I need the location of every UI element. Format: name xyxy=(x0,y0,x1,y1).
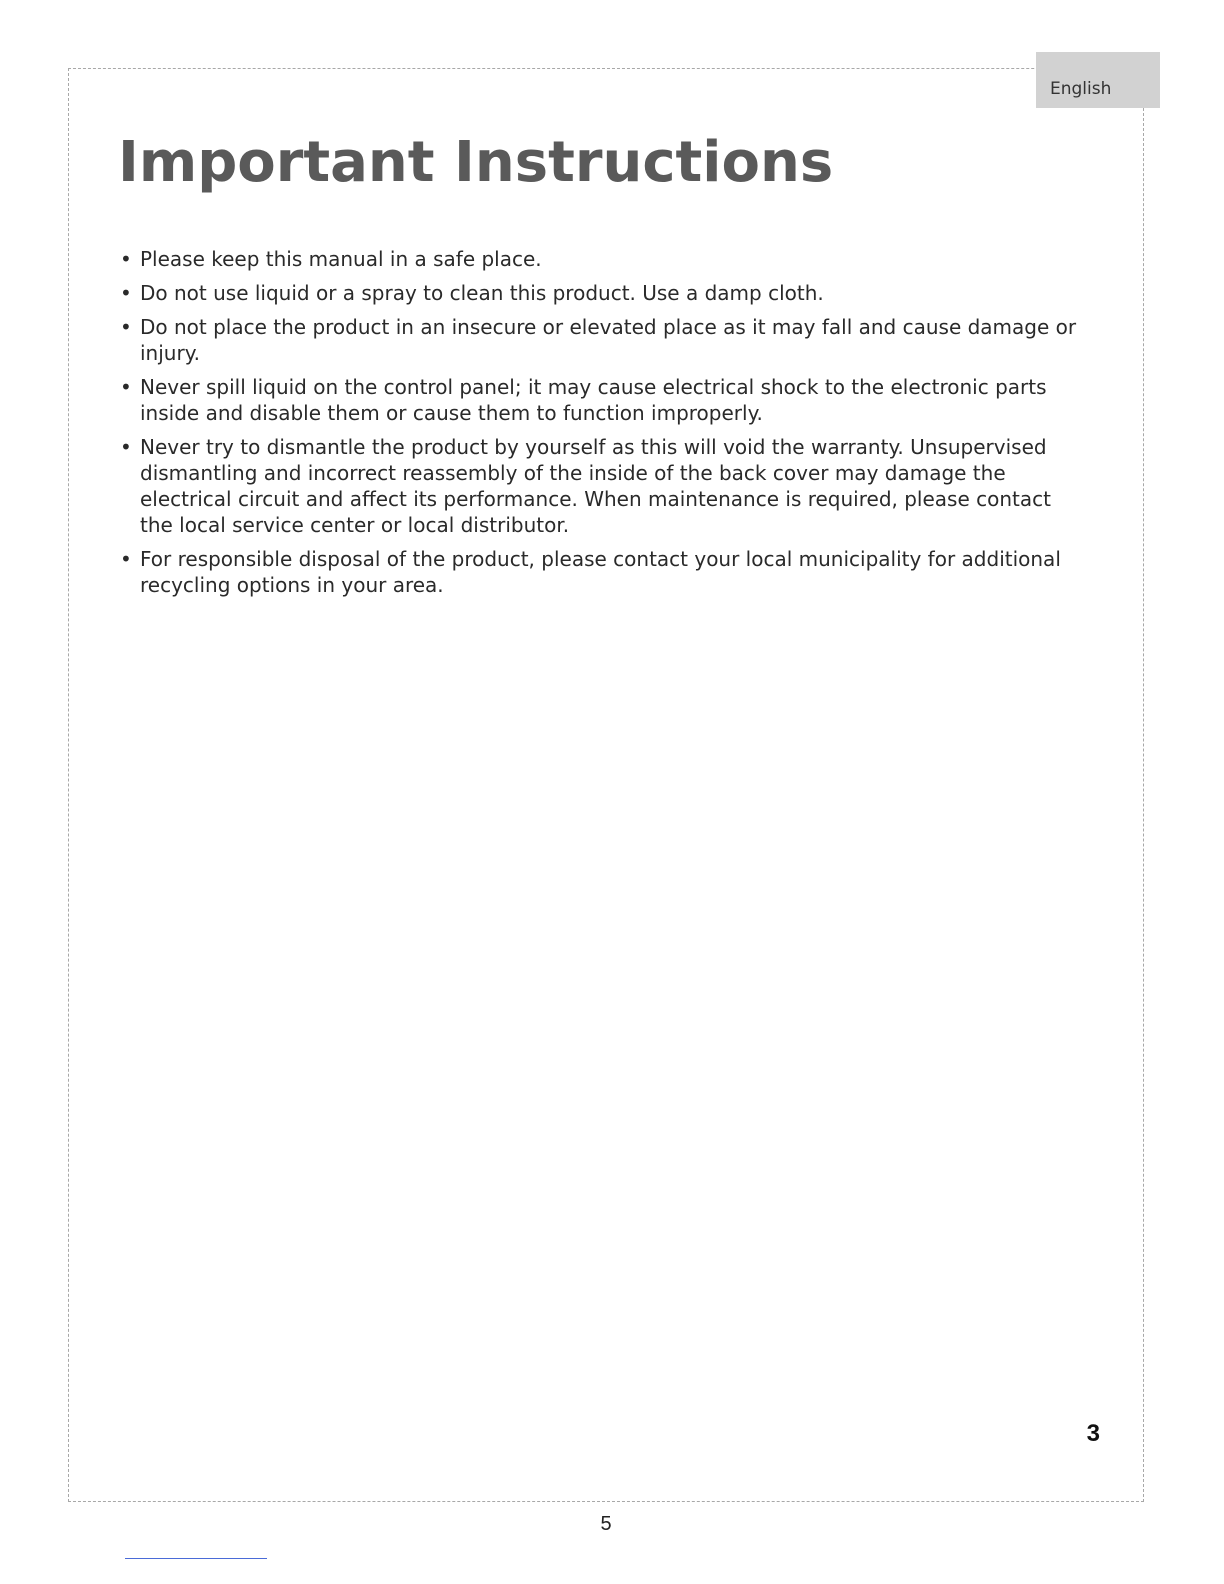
bullet-icon: • xyxy=(120,247,132,271)
bullet-icon: • xyxy=(120,547,132,571)
footer-link-underline xyxy=(125,1558,267,1559)
language-tab xyxy=(1036,52,1160,108)
instruction-text: Never spill liquid on the control panel; it may cause electrical shock to the electronic parts inside and disable them or cause them to function improperly. xyxy=(140,375,1047,425)
instruction-text: Do not use liquid or a spray to clean this product. Use a damp cloth. xyxy=(140,281,824,305)
instruction-text: Please keep this manual in a safe place. xyxy=(140,247,542,271)
list-item xyxy=(118,374,1078,426)
language-label: English xyxy=(1050,79,1112,99)
bullet-icon: • xyxy=(120,281,132,305)
page-number: 3 xyxy=(1086,1420,1100,1447)
list-item xyxy=(118,280,1078,306)
list-item xyxy=(118,434,1078,538)
instruction-text: Do not place the product in an insecure or elevated place as it may fall and cause damage or injury. xyxy=(140,315,1077,365)
instruction-text: Never try to dismantle the product by yourself as this will void the warranty. Unsupervised dismantling and incorrect reassembly of the inside of the back cover may damage the electrical circuit and affect its performance. When maintenance is required, please contact the local service center or local distributor. xyxy=(140,435,1051,537)
bullet-icon: • xyxy=(120,435,132,459)
list-item xyxy=(118,546,1078,598)
list-item xyxy=(118,314,1078,366)
bullet-icon: • xyxy=(120,315,132,339)
page-title: Important Instructions xyxy=(118,130,834,195)
instructions-list xyxy=(118,246,1078,606)
bullet-icon: • xyxy=(120,375,132,399)
footer-page-number: 5 xyxy=(600,1513,612,1535)
list-item xyxy=(118,246,1078,272)
instruction-text: For responsible disposal of the product, please contact your local municipality for additional recycling options in your area. xyxy=(140,547,1061,597)
